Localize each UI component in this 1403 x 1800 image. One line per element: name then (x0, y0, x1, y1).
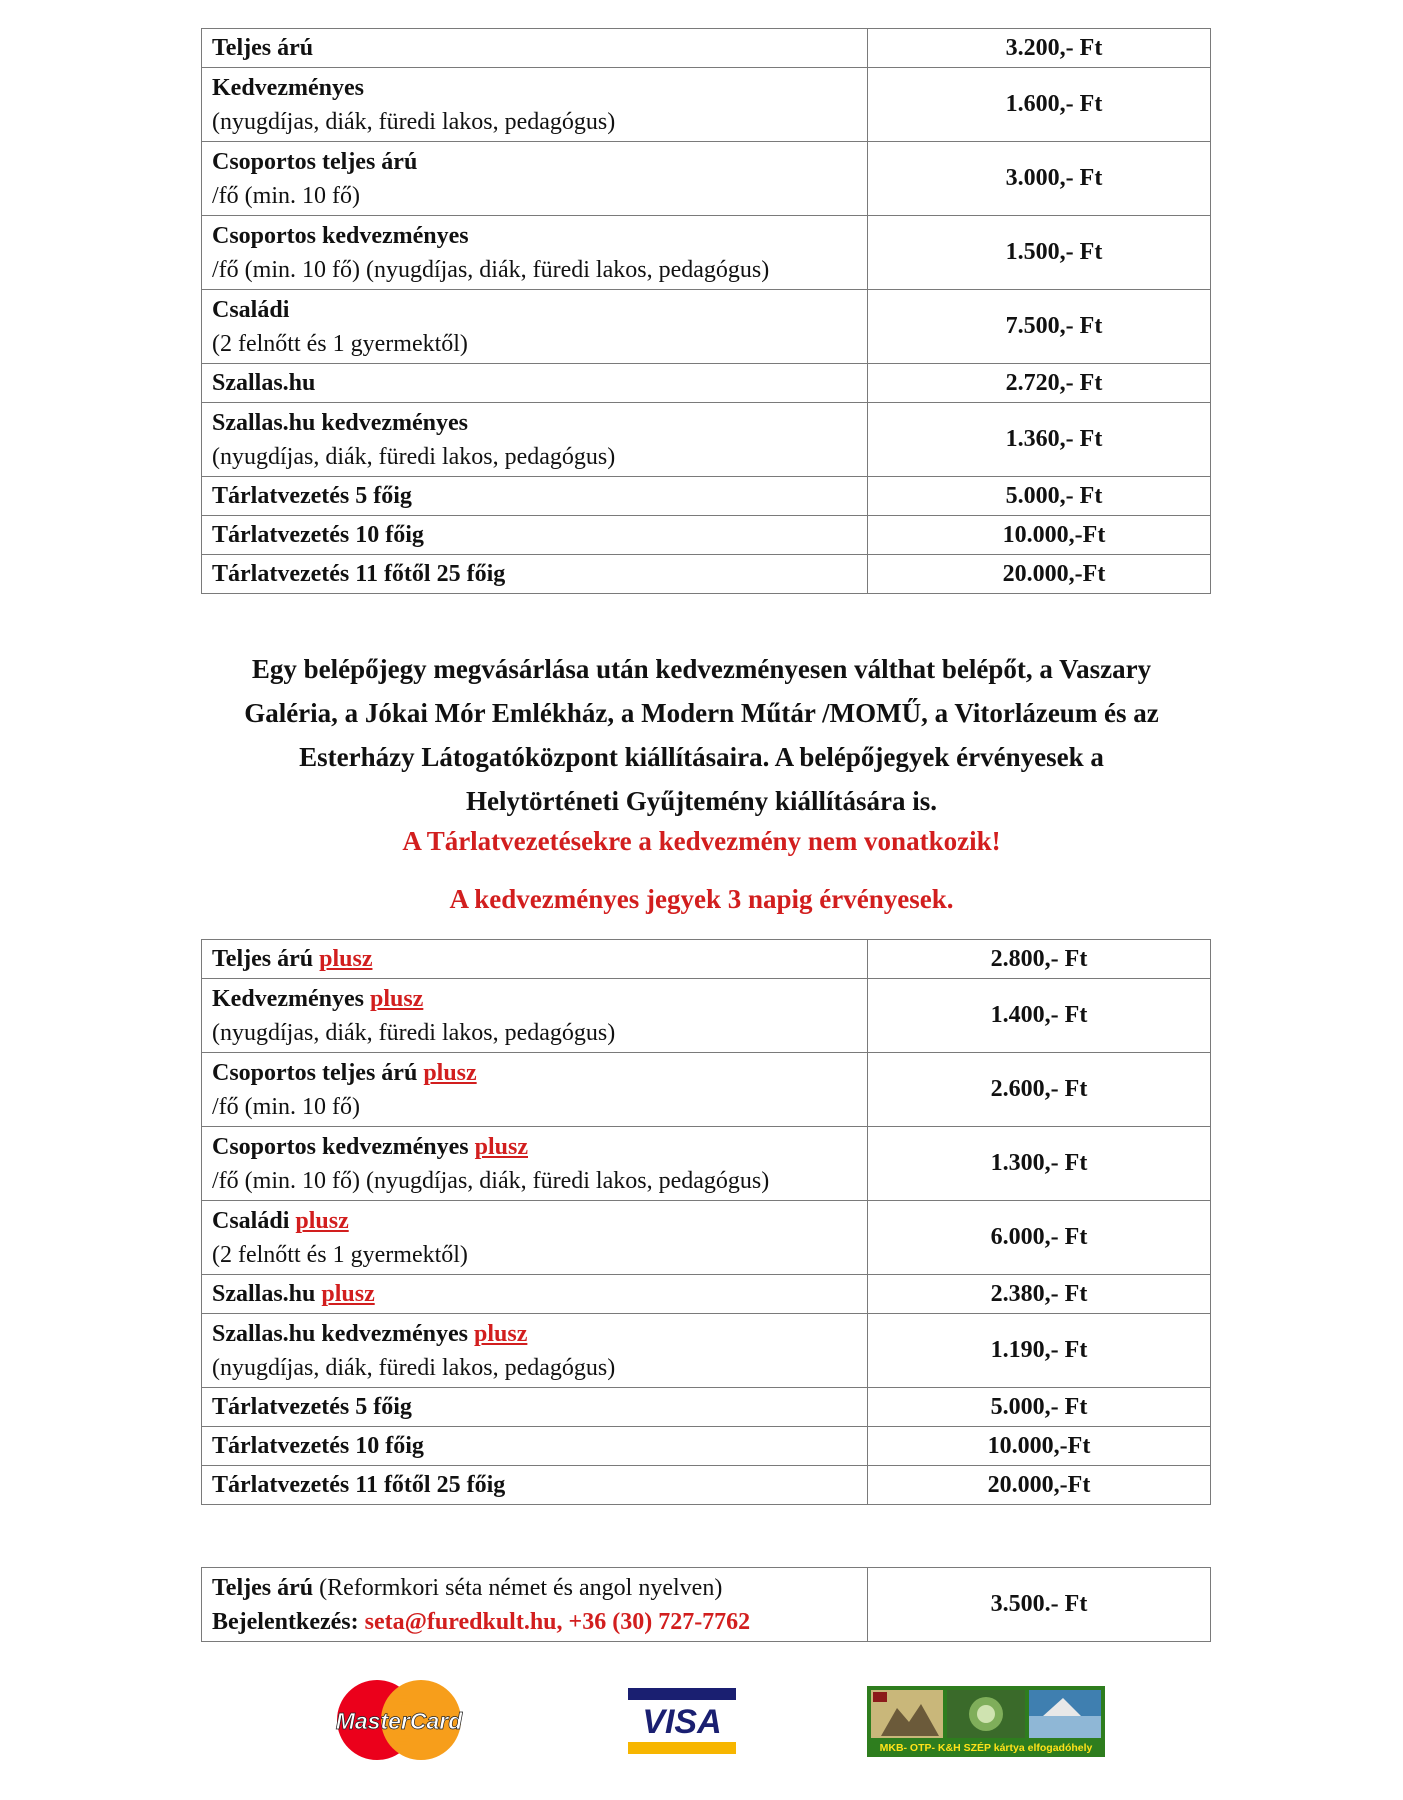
price-table-standard (201, 28, 1211, 594)
table-row (202, 68, 1211, 142)
table-row (202, 1201, 1211, 1275)
notice-line: Esterházy Látogatóközpont kiállításaira. A belépőjegyek érvényesek a (299, 742, 1104, 772)
table-row (202, 1275, 1211, 1314)
ticket-name-line (212, 1317, 857, 1351)
ticket-name: Tárlatvezetés 10 főig (212, 1432, 424, 1459)
ticket-name: Csoportos kedvezményes (212, 1133, 469, 1160)
row-label (202, 1053, 868, 1127)
row-label (202, 68, 868, 142)
table-row (202, 1466, 1211, 1505)
ticket-note: (nyugdíjas, diák, füredi lakos, pedagógus) (212, 108, 616, 135)
row-label (202, 216, 868, 290)
ticket-price: 3.200,- Ft (868, 29, 1211, 68)
table-row (202, 477, 1211, 516)
row-label (202, 1127, 868, 1201)
ticket-name-line (212, 1204, 857, 1238)
table-row (202, 516, 1211, 555)
ticket-note: (nyugdíjas, diák, füredi lakos, pedagógus) (212, 443, 616, 470)
table-row (202, 555, 1211, 594)
table-row (202, 1388, 1211, 1427)
plus-tag: plusz (295, 1207, 349, 1234)
booking-line (212, 1605, 857, 1639)
ticket-name: Tárlatvezetés 11 főtől 25 főig (212, 561, 506, 587)
ticket-note: /fő (min. 10 fő) (212, 182, 360, 209)
notice-line: Galéria, a Jókai Mór Emlékház, a Modern Műtár /MOMŰ, a Vitorlázeum és az (244, 698, 1159, 728)
ticket-price: 1.300,- Ft (868, 1127, 1211, 1201)
ticket-price: 1.360,- Ft (868, 403, 1211, 477)
plus-tag: plusz (321, 1280, 375, 1307)
ticket-note: (2 felnőtt és 1 gyermektől) (212, 1241, 468, 1268)
ticket-name: Családi (212, 296, 290, 323)
szep-card-logo (867, 1686, 1105, 1757)
ticket-price: 10.000,-Ft (868, 516, 1211, 555)
notice-line: Egy belépőjegy megvásárlása után kedvezményesen válthat belépőt, a Vaszary (251, 654, 1152, 684)
ticket-name: Tárlatvezetés 5 főig (212, 483, 412, 509)
ticket-name-line (212, 982, 857, 1016)
booking-label: Bejelentkezés: (212, 1608, 359, 1635)
plus-tag: plusz (474, 1320, 528, 1347)
visa-logo (628, 1688, 736, 1754)
guided-tour-warning: A Tárlatvezetésekre a kedvezmény nem vonatkozik! (402, 826, 1001, 856)
row-label (202, 1427, 868, 1466)
notice-line: Helytörténeti Gyűjtemény kiállítására is. (466, 786, 937, 816)
ticket-price: 5.000,- Ft (868, 1388, 1211, 1427)
plus-tag: plusz (474, 1133, 528, 1160)
validity-warning: A kedvezményes jegyek 3 napig érvényesek. (449, 884, 954, 914)
price-table-walk-body (202, 1568, 1211, 1642)
row-label (202, 979, 868, 1053)
table-row (202, 216, 1211, 290)
ticket-name: Tárlatvezetés 5 főig (212, 1393, 412, 1420)
walk-name-line (212, 1571, 857, 1605)
row-label (202, 1568, 868, 1642)
ticket-price: 3.000,- Ft (868, 142, 1211, 216)
ticket-name: Csoportos kedvezményes (212, 222, 469, 249)
ticket-price: 10.000,-Ft (868, 1427, 1211, 1466)
ticket-name: Tárlatvezetés 10 főig (212, 522, 424, 548)
ticket-name: Csoportos teljes árú (212, 1059, 418, 1086)
ticket-name: Tárlatvezetés 11 főtől 25 főig (212, 1471, 506, 1498)
price-table-plus-body (202, 940, 1211, 1505)
row-label (202, 290, 868, 364)
ticket-note: (nyugdíjas, diák, füredi lakos, pedagógus) (212, 1019, 616, 1046)
table-row (202, 1053, 1211, 1127)
price-table-plus (201, 939, 1211, 1505)
price-table-standard-body (202, 29, 1211, 594)
table-row (202, 1427, 1211, 1466)
ticket-note: /fő (min. 10 fő) (212, 1093, 360, 1120)
ticket-name-line (212, 1056, 857, 1090)
table-row (202, 1568, 1211, 1642)
ticket-price: 5.000,- Ft (868, 477, 1211, 516)
mastercard-wordmark: MasterCard (335, 1708, 463, 1734)
row-label (202, 1466, 868, 1505)
ticket-name: Szallas.hu (212, 1280, 316, 1307)
table-row (202, 364, 1211, 403)
row-label (202, 29, 868, 68)
ticket-name: Családi (212, 1207, 290, 1234)
ticket-price: 2.800,- Ft (868, 940, 1211, 979)
ticket-price: 2.600,- Ft (868, 1053, 1211, 1127)
row-label (202, 1388, 868, 1427)
row-label (202, 403, 868, 477)
ticket-name: Kedvezményes (212, 985, 364, 1012)
ticket-price: 3.500.- Ft (868, 1568, 1211, 1642)
ticket-name: Teljes árú (212, 1574, 314, 1601)
ticket-note: (nyugdíjas, diák, füredi lakos, pedagógus) (212, 1354, 616, 1381)
plus-tag: plusz (369, 985, 424, 1012)
ticket-price: 20.000,-Ft (868, 1466, 1211, 1505)
row-label (202, 142, 868, 216)
booking-contact[interactable]: seta@furedkult.hu, +36 (30) 727-7762 (364, 1608, 751, 1635)
ticket-note: /fő (min. 10 fő) (nyugdíjas, diák, füredi lakos, pedagógus) (212, 256, 770, 283)
ticket-name: Szallas.hu kedvezményes (212, 1320, 469, 1347)
table-row (202, 940, 1211, 979)
mastercard-icon (335, 1679, 463, 1761)
ticket-price: 1.600,- Ft (868, 68, 1211, 142)
ticket-note: (2 felnőtt és 1 gyermektől) (212, 330, 468, 357)
table-row (202, 29, 1211, 68)
ticket-note: /fő (min. 10 fő) (nyugdíjas, diák, füredi lakos, pedagógus) (212, 1167, 770, 1194)
row-label (202, 940, 868, 979)
ticket-name: Csoportos teljes árú (212, 148, 418, 175)
ticket-name-line (212, 1130, 857, 1164)
ticket-price: 2.380,- Ft (868, 1275, 1211, 1314)
row-label (202, 516, 868, 555)
visa-wordmark: VISA (642, 1703, 722, 1741)
ticket-price: 6.000,- Ft (868, 1201, 1211, 1275)
table-row (202, 1127, 1211, 1201)
plus-tag: plusz (319, 945, 373, 972)
ticket-name: Teljes árú (212, 945, 314, 972)
ticket-price: 20.000,-Ft (868, 555, 1211, 594)
szep-card-icon (867, 1686, 1105, 1757)
ticket-name: Szallas.hu (212, 370, 316, 396)
row-label (202, 1275, 868, 1314)
ticket-name: Teljes árú (212, 35, 314, 61)
ticket-name: Kedvezményes (212, 74, 364, 101)
row-label (202, 364, 868, 403)
ticket-price: 1.190,- Ft (868, 1314, 1211, 1388)
ticket-price: 2.720,- Ft (868, 364, 1211, 403)
mastercard-logo (335, 1679, 463, 1761)
row-label (202, 1201, 868, 1275)
price-table-walk (201, 1567, 1211, 1642)
ticket-price: 7.500,- Ft (868, 290, 1211, 364)
szep-caption: MKB- OTP- K&H SZÉP kártya elfogadóhely (879, 1742, 1093, 1754)
table-row (202, 403, 1211, 477)
table-row (202, 290, 1211, 364)
ticket-name: Szallas.hu kedvezményes (212, 409, 469, 436)
ticket-price: 1.500,- Ft (868, 216, 1211, 290)
table-row (202, 142, 1211, 216)
row-label (202, 477, 868, 516)
plus-tag: plusz (423, 1059, 477, 1086)
visa-icon (628, 1688, 736, 1754)
table-row (202, 979, 1211, 1053)
table-row (202, 1314, 1211, 1388)
row-label (202, 555, 868, 594)
walk-detail: (Reformkori séta német és angol nyelven) (319, 1574, 723, 1601)
ticket-price: 1.400,- Ft (868, 979, 1211, 1053)
row-label (202, 1314, 868, 1388)
discount-notice (150, 647, 1253, 823)
